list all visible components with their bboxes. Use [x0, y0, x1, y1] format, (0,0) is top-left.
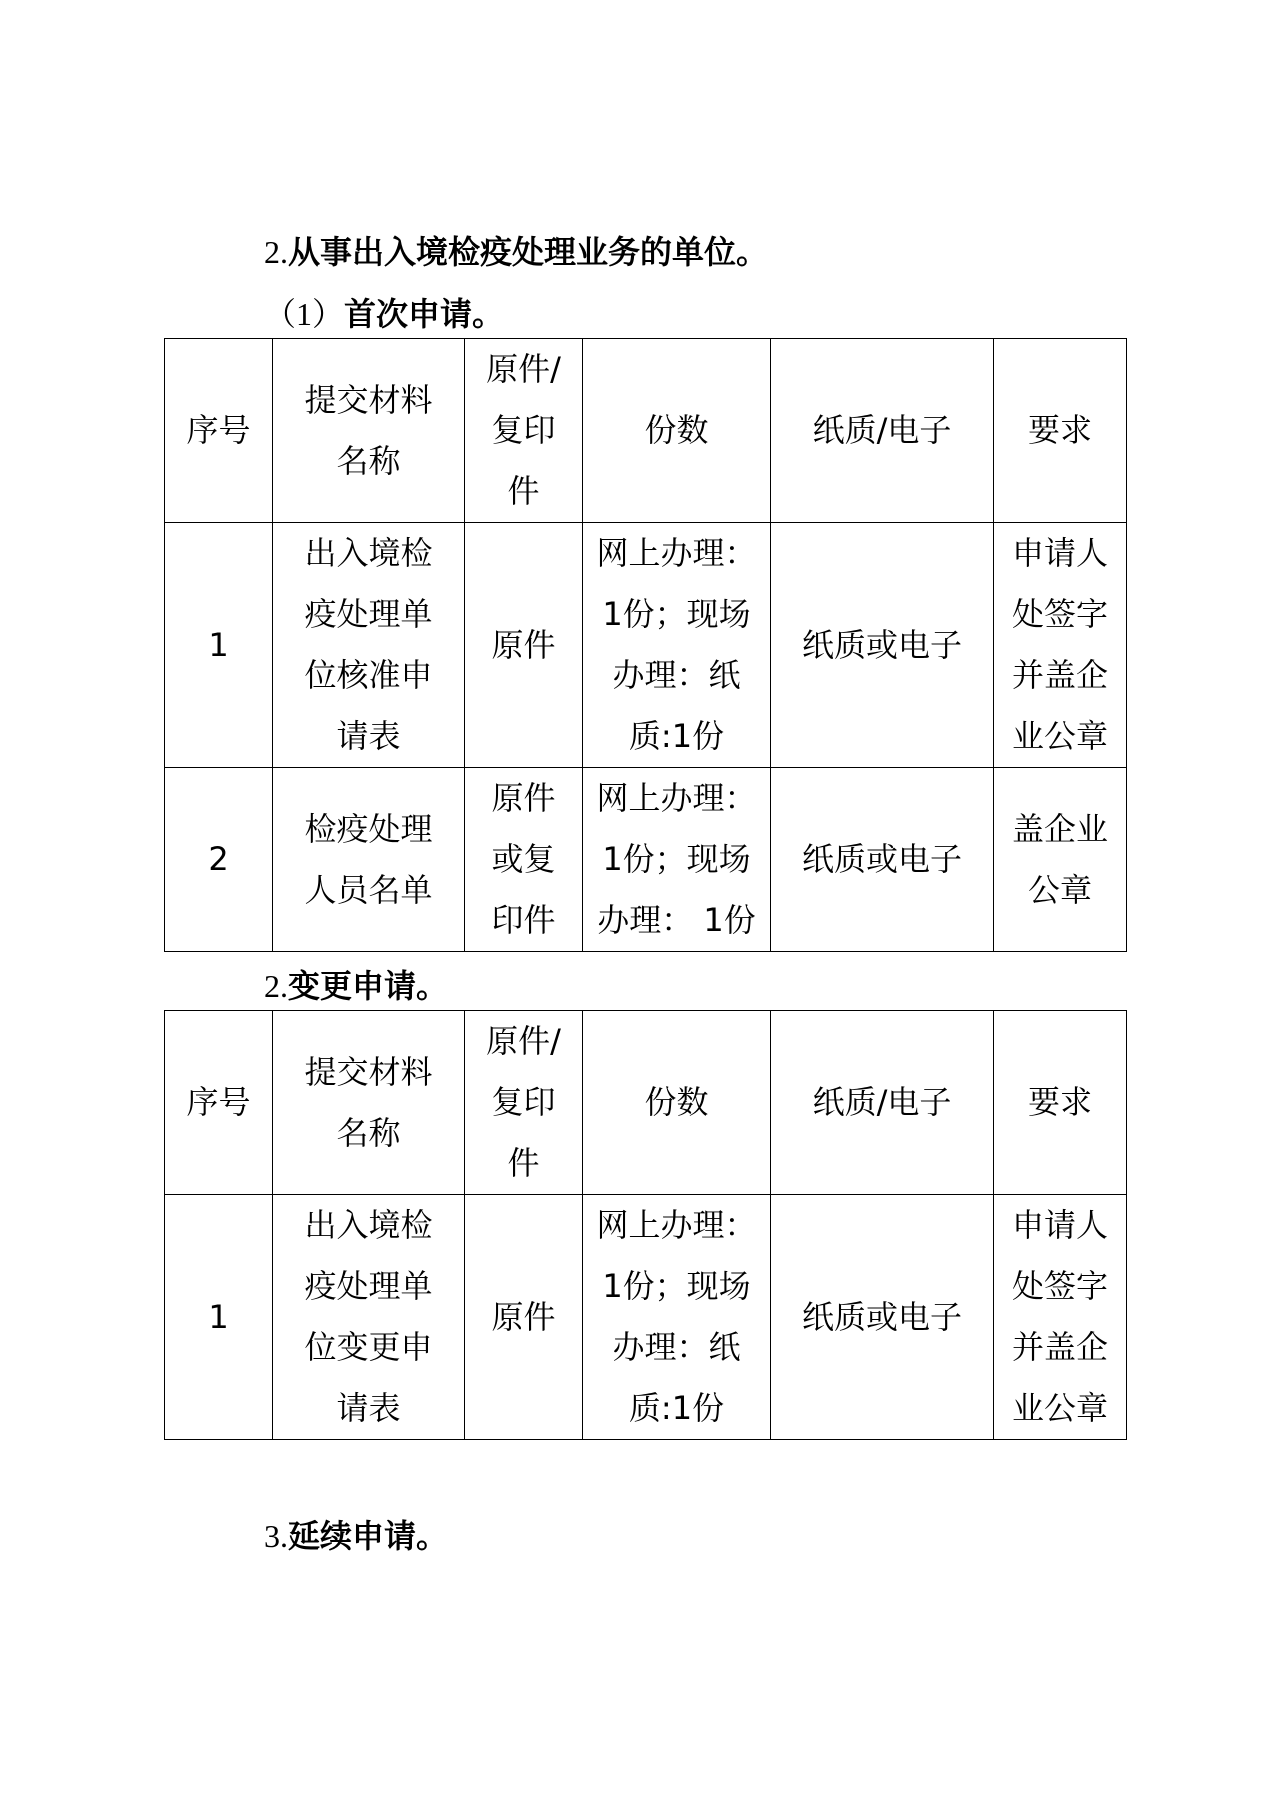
- cell-requirement: 申请人 处签字 并盖企 业公章: [994, 523, 1127, 768]
- cell-paper-electronic: 纸质或电子: [771, 768, 994, 952]
- change-apply-table: [164, 1010, 1127, 1440]
- section-number: 2.: [264, 234, 288, 270]
- header-paper-electronic: 纸质/电子: [771, 339, 994, 523]
- header-index: 序号: [165, 339, 273, 523]
- cell-copies: 网上办理： 1份；现场 办理：纸 质:1份: [583, 523, 771, 768]
- section-title: [264, 232, 768, 272]
- renew-apply-text: 延续申请。: [288, 1517, 449, 1555]
- table-header-row: [165, 1011, 1127, 1195]
- renew-apply-heading: [264, 1516, 448, 1556]
- change-apply-text: 变更申请。: [288, 967, 449, 1005]
- first-apply-heading: [264, 294, 504, 334]
- cell-material-name: 检疫处理 人员名单: [273, 768, 465, 952]
- table-row: [165, 1195, 1127, 1440]
- table-header-row: [165, 339, 1127, 523]
- cell-index: 1: [165, 1195, 273, 1440]
- change-apply-heading: [264, 966, 448, 1006]
- cell-original-copy: 原件: [465, 523, 583, 768]
- cell-copies: 网上办理： 1份；现场 办理： 1份: [583, 768, 771, 952]
- change-apply-number: 2.: [264, 968, 288, 1004]
- section-title-text: 从事出入境检疫处理业务的单位。: [288, 233, 769, 271]
- table-row: [165, 523, 1127, 768]
- header-material-name: 提交材料 名称: [273, 339, 465, 523]
- cell-index: 2: [165, 768, 273, 952]
- cell-material-name: 出入境检 疫处理单 位核准申 请表: [273, 523, 465, 768]
- first-apply-table: [164, 338, 1127, 952]
- cell-original-copy: 原件: [465, 1195, 583, 1440]
- cell-paper-electronic: 纸质或电子: [771, 523, 994, 768]
- cell-copies: 网上办理： 1份；现场 办理：纸 质:1份: [583, 1195, 771, 1440]
- header-index: 序号: [165, 1011, 273, 1195]
- cell-index: 1: [165, 523, 273, 768]
- cell-requirement: 申请人 处签字 并盖企 业公章: [994, 1195, 1127, 1440]
- header-copies: 份数: [583, 339, 771, 523]
- header-original-copy: 原件/ 复印 件: [465, 339, 583, 523]
- cell-paper-electronic: 纸质或电子: [771, 1195, 994, 1440]
- header-copies: 份数: [583, 1011, 771, 1195]
- renew-apply-number: 3.: [264, 1518, 288, 1554]
- header-requirement: 要求: [994, 339, 1127, 523]
- cell-material-name: 出入境检 疫处理单 位变更申 请表: [273, 1195, 465, 1440]
- cell-original-copy: 原件 或复 印件: [465, 768, 583, 952]
- header-requirement: 要求: [994, 1011, 1127, 1195]
- header-material-name: 提交材料 名称: [273, 1011, 465, 1195]
- header-original-copy: 原件/ 复印 件: [465, 1011, 583, 1195]
- header-paper-electronic: 纸质/电子: [771, 1011, 994, 1195]
- first-apply-number: （1）: [264, 296, 345, 332]
- cell-requirement: 盖企业 公章: [994, 768, 1127, 952]
- first-apply-text: 首次申请。: [344, 295, 505, 333]
- table-row: [165, 768, 1127, 952]
